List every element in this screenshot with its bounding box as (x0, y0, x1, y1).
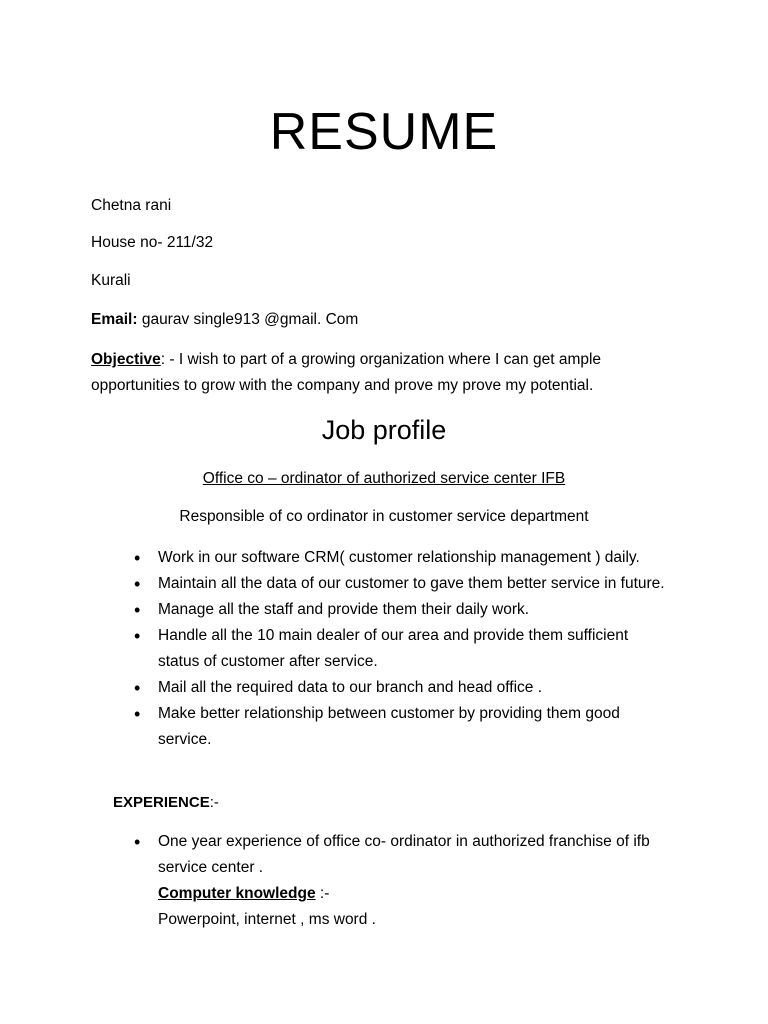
objective-text: : - I wish to part of a growing organization where I can get ample opportunities to grow with the company and prove my prove my potential. (91, 351, 602, 394)
contact-name: Chetna rani (91, 197, 172, 214)
list-item: • Manage all the staff and provide them their daily work. (130, 597, 670, 623)
job-responsibility: Responsible of co ordinator in customer service department (179, 508, 589, 525)
experience-heading-suffix: :- (209, 794, 219, 811)
list-item: • Make better relationship between customer by providing them good service. (130, 701, 670, 753)
computer-knowledge-heading (158, 881, 376, 907)
computer-knowledge-suffix: :- (315, 885, 330, 902)
list-item: • Maintain all the data of our customer to gave them better service in future. (130, 571, 670, 597)
experience-heading (113, 793, 219, 813)
job-profile-heading: Job profile (321, 415, 447, 445)
contact-city: Kurali (91, 272, 131, 289)
objective-label: Objective (91, 351, 161, 368)
job-duties-list (130, 545, 670, 753)
list-item: • One year experience of office co- ordinator in authorized franchise of ifb service center . (130, 829, 670, 881)
experience-heading-label: EXPERIENCE (113, 794, 210, 811)
email-value: gaurav single913 @gmail. Com (137, 311, 359, 328)
contact-house: House no- 211/32 (91, 234, 214, 251)
job-position: Office co – ordinator of authorized service center IFB (202, 470, 566, 487)
objective-paragraph (91, 347, 691, 399)
computer-knowledge-label: Computer knowledge (158, 885, 316, 902)
experience-list (130, 829, 670, 881)
list-item: • Work in our software CRM( customer relationship management ) daily. (130, 545, 670, 571)
computer-knowledge-value: Powerpoint, internet , ms word . (158, 911, 376, 928)
list-item: • Handle all the 10 main dealer of our area and provide them sufficient status of customer after service. (130, 623, 670, 675)
list-item: • Mail all the required data to our branch and head office . (130, 675, 670, 701)
email-label: Email: (91, 311, 138, 328)
contact-email (91, 310, 358, 330)
page-title: RESUME (269, 103, 499, 161)
computer-knowledge-block (158, 881, 376, 933)
